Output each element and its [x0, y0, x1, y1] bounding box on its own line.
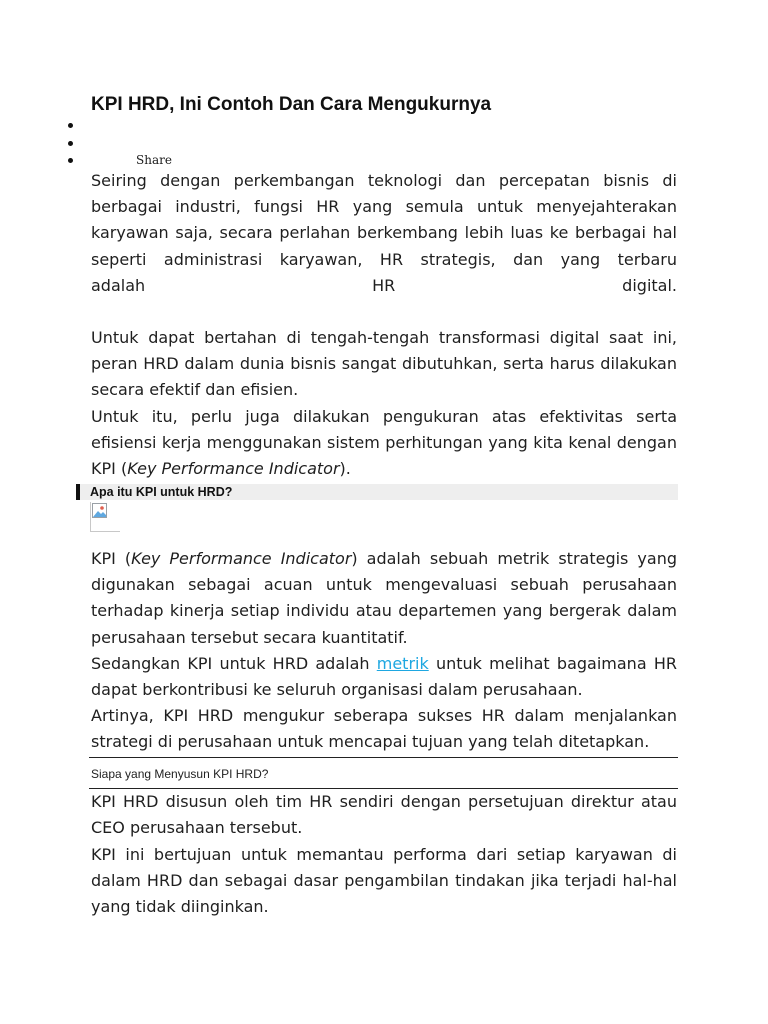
intro-paragraph-3	[91, 404, 677, 483]
bullet-icon	[68, 123, 73, 128]
section-heading-bar	[76, 484, 678, 500]
bullet-icon	[68, 141, 73, 146]
section2-paragraph-1: KPI HRD disusun oleh tim HR sendiri dengan persetujuan direktur atau CEO perusahaan tersebut.	[91, 792, 677, 838]
section1-paragraph-2	[91, 651, 677, 703]
intro-paragraph-2: Untuk dapat bertahan di tengah-tengah transformasi digital saat ini, peran HRD dalam dunia bisnis sangat dibutuhkan, serta harus dilakukan secara efektif dan efisien.	[91, 328, 677, 400]
s1-p1-end: ) adalah sebuah metrik strategis yang digunakan sebagai acuan untuk mengevaluasi sebuah perusahaan terhadap kinerja setiap individu atau departemen yang bergerak dalam perusahaan tersebut secara kuantitatif.	[91, 549, 677, 647]
intro-p3-text: Untuk itu, perlu juga dilakukan pengukuran atas efektivitas serta efisiensi kerja menggunakan sistem perhitungan yang kita kenal dengan KPI (	[91, 407, 677, 479]
s1-p2-end: untuk melihat bagaimana HR dapat berkontribusi ke seluruh organisasi dalam perusahaan.	[91, 654, 677, 700]
section1-paragraph-3: Artinya, KPI HRD mengukur seberapa sukses HR dalam menjalankan strategi di perusahaan untuk mencapai tujuan yang telah ditetapkan.	[91, 706, 677, 752]
divider	[89, 757, 678, 758]
article-title: KPI HRD, Ini Contoh Dan Cara Mengukurnya	[91, 94, 492, 115]
heading-marker	[76, 484, 80, 500]
s1-p2-text: Sedangkan KPI untuk HRD adalah	[91, 654, 377, 673]
intro-p1-text: Seiring dengan perkembangan teknologi dan percepatan bisnis di berbagai industri, fungsi HR yang semula untuk menyejahterakan karyawan saja, secara perlahan berkembang lebih luas ke berbagai hal seperti administrasi karyawan, HR strategis, dan yang terbaru	[91, 171, 677, 269]
section2-paragraph-2: KPI ini bertujuan untuk memantau performa dari setiap karyawan di dalam HRD dan sebagai dasar pengambilan tindakan jika terjadi hal-hal yang tidak diinginkan.	[91, 845, 677, 917]
intro-paragraph-1	[91, 168, 677, 273]
section1-paragraph-1	[91, 546, 677, 651]
share-link[interactable]: Share	[136, 153, 172, 167]
metrik-link[interactable]: metrik	[376, 654, 429, 673]
intro-p3-end: ).	[339, 459, 351, 479]
section-heading-menyusun: Siapa yang Menyusun KPI HRD?	[91, 767, 269, 781]
bullet-icon	[68, 158, 73, 163]
section-heading-kpi: Apa itu KPI untuk HRD?	[90, 485, 233, 499]
kpi-term: Key Performance Indicator	[127, 459, 340, 479]
s1-p1-text: KPI (	[91, 549, 132, 568]
broken-image-icon	[90, 502, 120, 532]
kpi-term: Key Performance Indicator	[131, 549, 352, 568]
intro-paragraph-1-last-line: adalah HR digital.	[91, 276, 677, 295]
